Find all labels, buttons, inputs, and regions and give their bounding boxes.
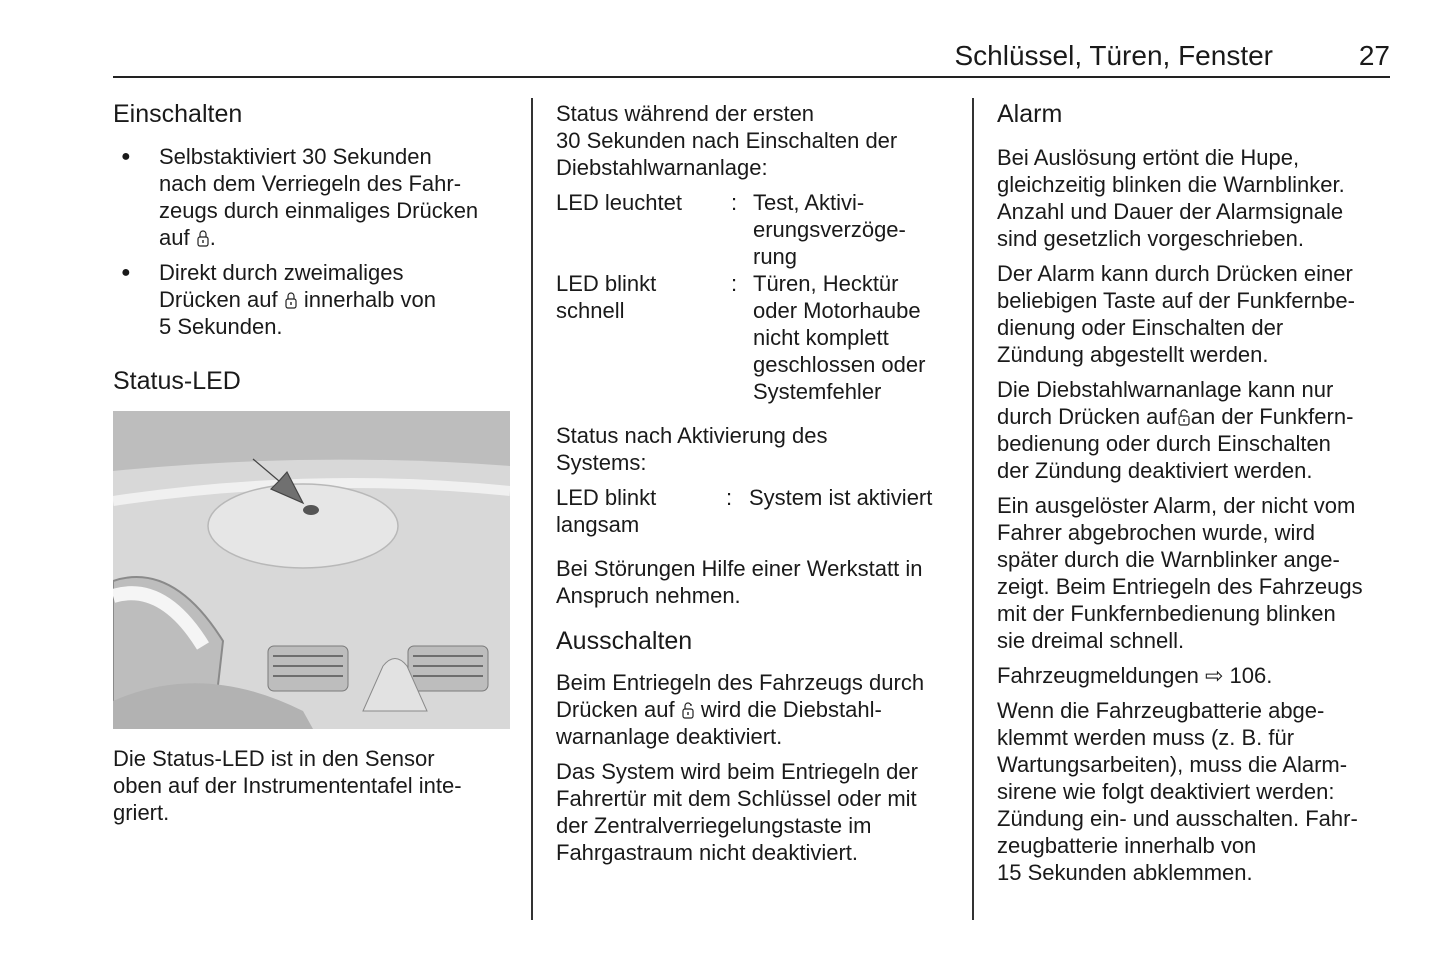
text-line: 30 Sekunden nach Einschalten der: [556, 128, 898, 153]
text-line: der Zündung deaktiviert werden.: [997, 458, 1313, 483]
status-row-led-leuchtet: [556, 189, 956, 270]
intro-paragraph: [556, 100, 956, 181]
text-line: Zündung ein- und ausschalten. Fahr-: [997, 806, 1358, 831]
column-divider-left: [531, 98, 533, 920]
text-line: erungsverzöge-: [753, 217, 906, 242]
reference-arrow-icon: ⇨: [1204, 663, 1224, 688]
text-fragment: Drücken auf: [159, 287, 278, 312]
text-line: der Zentralverriegelungstaste im: [556, 813, 872, 838]
text-line: Fahrertür mit dem Schlüssel oder mit: [556, 786, 917, 811]
text-line: gleichzeitig blinken die Warnblinker.: [997, 172, 1345, 197]
text-line: Diebstahlwarnanlage:: [556, 155, 768, 180]
text-line: Wenn die Fahrzeugbatterie abge-: [997, 698, 1325, 723]
reference-text: Fahrzeugmeldungen: [997, 663, 1199, 688]
text-line: oben auf der Instrumententafel inte-: [113, 773, 462, 798]
text-line: [159, 286, 513, 313]
text-line: zeugbatterie innerhalb von: [997, 833, 1257, 858]
dashboard-illustration: [113, 411, 510, 729]
text-fragment: .: [209, 225, 216, 250]
alarm-paragraph-2: [997, 260, 1397, 368]
text-fragment: Drücken auf: [556, 697, 675, 722]
heading-status-led: Status-LED: [113, 367, 241, 395]
alarm-paragraph-3: [997, 376, 1397, 484]
after-activation-paragraph: [556, 422, 956, 476]
text-fragment: innerhalb von: [303, 287, 436, 312]
text-line: nach dem Verriegeln des Fahr-: [159, 171, 462, 196]
text-line: zeigt. Beim Entriegeln des Fahrzeugs: [997, 574, 1363, 599]
alarm-paragraph-4: [997, 492, 1397, 654]
column-1: [113, 98, 513, 826]
text-line: schnell: [556, 298, 625, 323]
reference-page: 106.: [1229, 663, 1273, 688]
column-divider-right: [972, 98, 974, 920]
text-line: [997, 403, 1397, 430]
column-3: [997, 98, 1397, 886]
text-line: sirene wie folgt deaktiviert werden:: [997, 779, 1335, 804]
text-line: Bei Störungen Hilfe einer Werkstatt in: [556, 556, 923, 581]
status-value: [753, 189, 956, 270]
text-line: Fahrer abgebrochen wurde, wird: [997, 520, 1315, 545]
bullet-item-1: [113, 143, 513, 251]
status-label: LED leuchtet: [556, 190, 682, 215]
text-line: 15 Sekunden abklemmen.: [997, 860, 1253, 885]
text-line: bedienung oder durch Einschalten: [997, 431, 1331, 456]
text-line: Test, Aktivi-: [753, 190, 865, 215]
text-line: warnanlage deaktiviert.: [556, 724, 783, 749]
text-line: Anspruch nehmen.: [556, 583, 741, 608]
text-fragment: auf: [159, 225, 190, 250]
heading-ausschalten: Ausschalten: [556, 627, 693, 655]
text-line: später durch die Warnblinker ange-: [997, 547, 1340, 572]
lock-icon: [197, 229, 209, 247]
text-line: ● Direkt durch zweimaliges: [159, 260, 404, 285]
column-2: [556, 98, 956, 866]
status-value: System ist aktiviert: [749, 485, 933, 510]
text-fragment: an der Funkfern-: [1190, 404, 1354, 429]
text-line: Der Alarm kann durch Drücken einer: [997, 261, 1353, 286]
text-line: klemmt werden muss (z. B. für: [997, 725, 1295, 750]
status-row-led-blinkt-langsam: [556, 484, 956, 538]
text-line: dienung oder Einschalten der: [997, 315, 1284, 340]
text-line: geschlossen oder: [753, 352, 926, 377]
text-line: ● Selbstaktiviert 30 Sekunden: [159, 144, 432, 169]
text-line: beliebigen Taste auf der Funkfernbe-: [997, 288, 1355, 313]
header-rule: [113, 76, 1390, 78]
text-line: langsam: [556, 512, 640, 537]
text-line: Die Diebstahlwarnanlage kann nur: [997, 377, 1334, 402]
text-line: Status während der ersten: [556, 101, 815, 126]
text-fragment: durch Drücken auf: [997, 404, 1177, 429]
text-line: sie dreimal schnell.: [997, 628, 1185, 653]
image-caption: [113, 745, 513, 826]
text-line: griert.: [113, 800, 170, 825]
text-line: LED blinkt: [556, 485, 657, 510]
text-line: 5 Sekunden.: [159, 314, 283, 339]
page-number: 27: [1358, 40, 1390, 71]
text-line: [159, 224, 513, 251]
text-line: Ein ausgelöster Alarm, der nicht vom: [997, 493, 1356, 518]
text-line: Status nach Aktivierung des: [556, 423, 828, 448]
status-label: [556, 270, 731, 405]
text-line: rung: [753, 244, 798, 269]
text-line: Systems:: [556, 450, 647, 475]
running-header-title: Schlüssel, Türen, Fenster: [954, 40, 1273, 71]
text-line: Beim Entriegeln des Fahrzeugs durch: [556, 670, 925, 695]
text-line: mit der Funkfernbedienung blinken: [997, 601, 1336, 626]
text-line: zeugs durch einmaliges Drücken: [159, 198, 479, 223]
alarm-paragraph-1: [997, 144, 1397, 252]
lock-icon: [285, 291, 297, 309]
alarm-paragraph-5: [997, 697, 1397, 886]
ausschalten-paragraph-1: [556, 669, 956, 750]
text-line: Das System wird beim Entriegeln der: [556, 759, 918, 784]
heading-einschalten: Einschalten: [113, 100, 243, 128]
colon: :: [726, 485, 733, 510]
text-line: Die Status-LED ist in den Sensor: [113, 746, 435, 771]
text-line: oder Motorhaube: [753, 298, 921, 323]
status-value: [753, 270, 956, 405]
text-line: Zündung abgestellt werden.: [997, 342, 1269, 367]
text-line: Anzahl und Dauer der Alarmsignale: [997, 199, 1344, 224]
ausschalten-paragraph-2: [556, 758, 956, 866]
unlock-icon: [1178, 408, 1190, 426]
text-fragment: wird die Diebstahl-: [700, 697, 882, 722]
status-row-led-blinkt-schnell: [556, 270, 956, 405]
heading-alarm: Alarm: [997, 100, 1063, 128]
status-label: [556, 484, 726, 538]
text-line: nicht komplett: [753, 325, 889, 350]
text-line: Wartungsarbeiten), muss die Alarm-: [997, 752, 1348, 777]
text-line: LED blinkt: [556, 271, 657, 296]
text-line: Systemfehler: [753, 379, 882, 404]
colon: :: [731, 271, 738, 296]
bullet-item-2: [113, 259, 513, 340]
text-line: [556, 696, 956, 723]
cross-reference[interactable]: [997, 662, 1397, 689]
text-line: Bei Auslösung ertönt die Hupe,: [997, 145, 1300, 170]
unlock-icon: [682, 701, 694, 719]
text-line: Fahrgastraum nicht deaktiviert.: [556, 840, 859, 865]
colon: :: [731, 190, 738, 215]
stoerung-paragraph: [556, 555, 956, 609]
text-line: Türen, Hecktür: [753, 271, 899, 296]
text-line: sind gesetzlich vorgeschrieben.: [997, 226, 1304, 251]
